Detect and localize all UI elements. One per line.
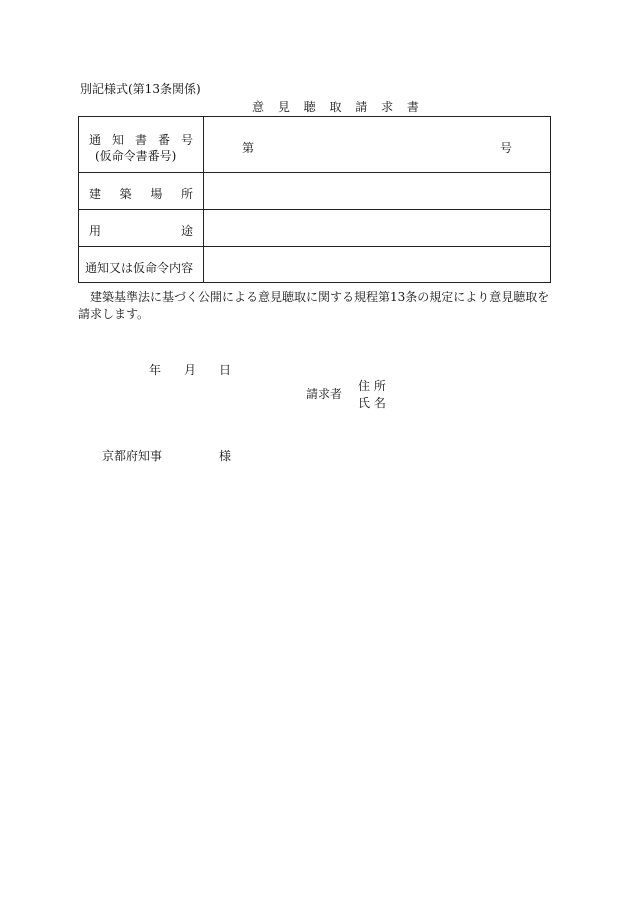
notice-content-label-cell [79, 247, 203, 282]
request-form-table [78, 116, 551, 283]
table-row-notice-content [79, 247, 550, 282]
date-day: 日 [219, 363, 232, 377]
notice-number-label [89, 131, 193, 148]
label-char: 号 [180, 133, 193, 147]
label-char: 用 [89, 224, 102, 238]
number-suffix: 号 [500, 141, 513, 155]
requester-name-label: 氏 名 [358, 396, 386, 410]
building-location-label [89, 185, 193, 202]
provisional-order-number-label: (仮命令書番号) [95, 149, 177, 163]
form-label: 別記様式(第13条関係) [80, 82, 201, 96]
addressee-name: 京都府知事 [102, 449, 163, 463]
label-char: 所 [180, 187, 193, 201]
table-row-notice-number [79, 117, 550, 173]
addressee-honorific: 様 [219, 449, 232, 463]
label-char: 番 [157, 133, 170, 147]
requester-address-label: 住 所 [358, 379, 386, 393]
date-month: 月 [184, 363, 197, 377]
label-char: 場 [150, 187, 163, 201]
usage-label [89, 222, 193, 239]
label-char: 通 [89, 133, 102, 147]
notice-content-label: 通知又は仮命令内容 [85, 261, 194, 275]
label-char: 書 [134, 133, 147, 147]
usage-label-cell [79, 210, 203, 246]
table-row-building-location [79, 173, 550, 210]
label-char: 築 [119, 187, 132, 201]
date-year: 年 [149, 363, 162, 377]
number-prefix: 第 [242, 141, 255, 155]
requester-label: 請求者 [306, 387, 343, 401]
label-char: 建 [89, 187, 102, 201]
building-location-label-cell [79, 173, 203, 209]
table-row-usage [79, 210, 550, 247]
label-char: 途 [180, 224, 193, 238]
document-title: 意 見 聴 取 請 求 書 [252, 100, 424, 114]
request-statement: 建築基準法に基づく公開による意見聴取に関する規程第13条の規定により意見聴取を請求します。 [78, 290, 550, 321]
notice-number-label-cell [79, 117, 203, 172]
label-char: 知 [111, 133, 124, 147]
